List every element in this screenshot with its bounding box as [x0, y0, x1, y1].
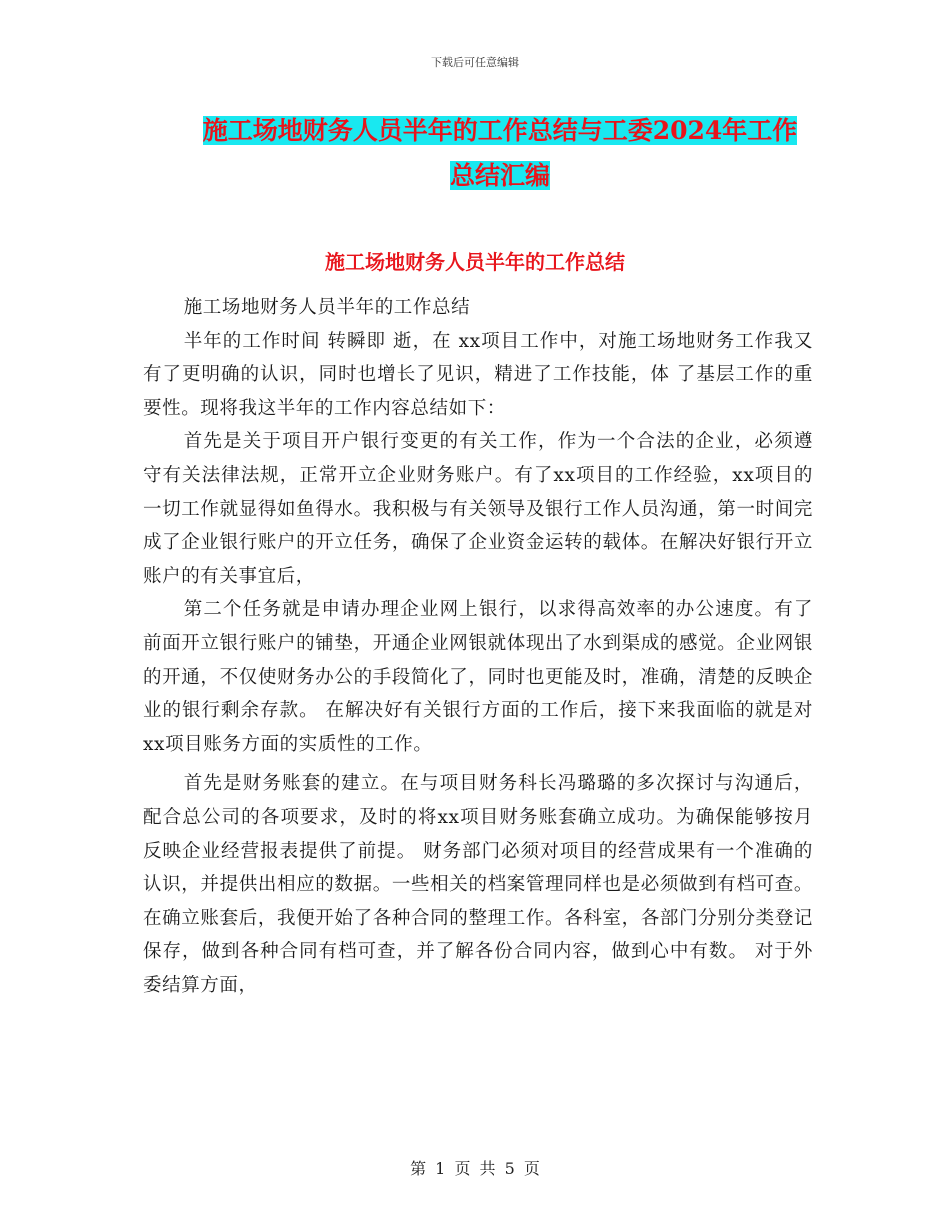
header-note: 下载后可任意编辑 — [431, 56, 519, 69]
document-title-line1: 施工场地财务人员半年的工作总结与工委2024年工作 — [202, 116, 798, 145]
paragraph: 首先是关于项目开户银行变更的有关工作，作为一个合法的企业，必须遵守有关法律法规，正常开立企业财务账户。有了xx项目的工作经验，xx项目的一切工作就显得如鱼得水。我积极与有关领导及银行工作人员沟通，第一时间完成了企业银行账户的开立任务，确保了企业资金运转的载体。在解决好银行开立账户的有关事宜后， — [143, 431, 813, 587]
paragraph: 首先是财务账套的建立。在与项目财务科长冯璐璐的多次探讨与沟通后，配合总公司的各项要求，及时的将xx项目财务账套确立成功。为确保能够按月反映企业经营报表提供了前提。 财务部门必须对项目的经营成果有一个准确的认识，并提供出相应的数据。一些相关的档案管理同样也是必须做到有档可查。在确立账套后，我便开始了各种合同的整理工作。各科室，各部门分别分类登记保存，做到各种合同有档可查，并了解各份合同内容，做到心中有数。 对于外委结算方面， — [143, 773, 813, 996]
paragraph: 第二个任务就是申请办理企业网上银行，以求得高效率的办公速度。有了前面开立银行账户的铺垫，开通企业网银就体现出了水到渠成的感觉。企业网银的开通，不仅使财务办公的手段简化了，同时也更能及时，准确，清楚的反映企业的银行剩余存款。 在解决好有关银行方面的工作后，接下来我面临的就是对xx项目账务方面的实质性的工作。 — [143, 599, 813, 755]
document-body — [143, 291, 813, 1002]
paragraph: 半年的工作时间 转瞬即 逝，在 xx项目工作中，对施工场地财务工作我又有了更明确的认识，同时也增长了见识，精进了工作技能，体 了基层工作的重要性。现将我这半年的工作内容总结如下： — [143, 330, 813, 419]
document-title-line2: 总结汇编 — [449, 161, 550, 190]
section-title: 施工场地财务人员半年的工作总结 — [325, 250, 625, 274]
paragraph: 施工场地财务人员半年的工作总结 — [183, 297, 471, 318]
document-title — [150, 108, 850, 198]
page-footer: 第 1 页 共 5 页 — [410, 1159, 540, 1178]
